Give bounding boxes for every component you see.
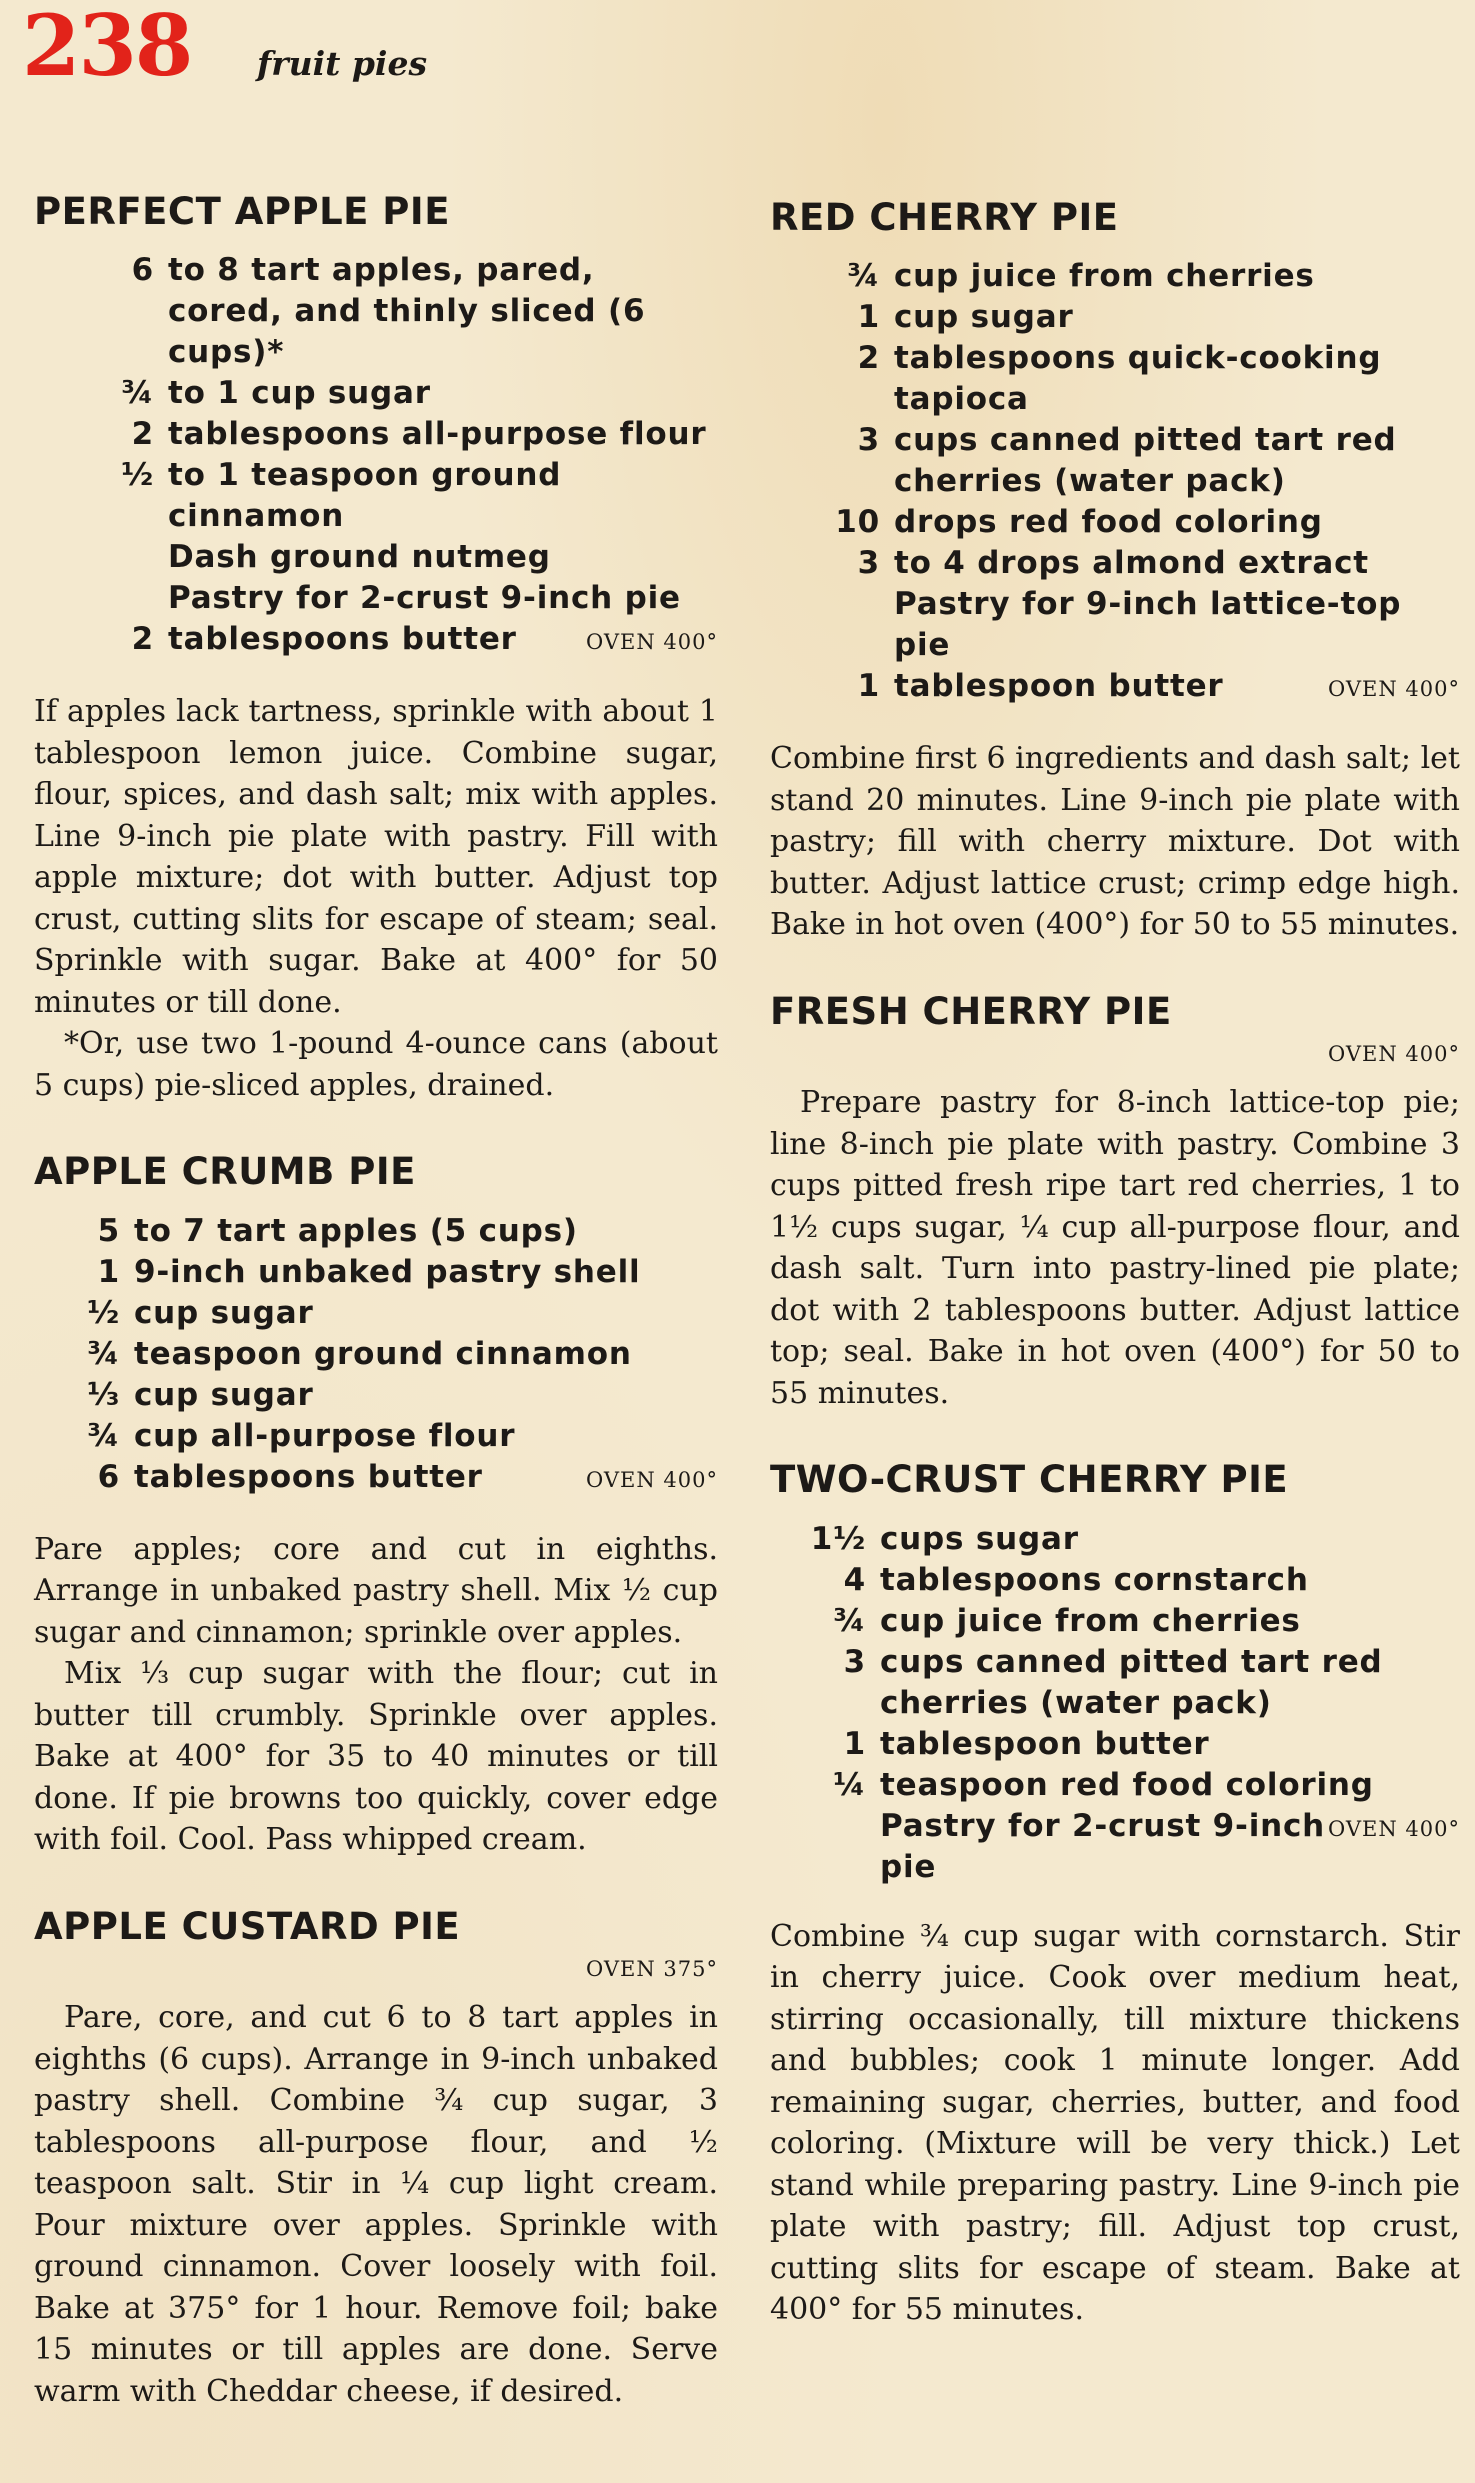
ingredient: 5 to 7 tart apples (5 cups) [97, 1212, 578, 1249]
ingredient: ¾ cup juice from cherries [833, 1602, 1301, 1639]
ingredient: Dash ground nutmeg [168, 539, 551, 576]
ingredient: 3 cups canned pitted tart red cherries (water pack) [857, 422, 1397, 500]
right-column [770, 196, 1460, 2331]
recipe-directions: If apples lack tartness, sprinkle with about 1 tablespoon lemon juice. Combine sugar, flour, spices, and dash salt; mix with apples. Line 9-inch pie plate with pastry. Fill with apple mixture; dot with butter. Adjust top crust, cutting slits for escape of steam; seal. Sprinkle with sugar. Bake at 400° for 50 minutes or till done. [34, 694, 718, 1020]
recipe-directions: Pare, core, and cut 6 to 8 tart apples in eighths (6 cups). Arrange in 9-inch unbaked pastry shell. Combine ¾ cup sugar, 3 tablespoons all-purpose flour, and ½ teaspoon salt. Stir in ¼ cup light cream. Pour mixture over apples. Sprinkle with ground cinnamon. Cover loosely with foil. Bake at 375° for 1 hour. Remove foil; bake 15 minutes or till apples are done. Serve warm with Cheddar cheese, if desired. [34, 2000, 718, 2409]
recipe-title: PERFECT APPLE PIE [34, 190, 450, 233]
ingredient-list [770, 1519, 1460, 1888]
recipe-title: APPLE CUSTARD PIE [34, 1904, 461, 1948]
ingredient: 1 cup sugar [857, 299, 1074, 336]
recipe-two-crust-cherry-pie [770, 1458, 1460, 2330]
oven-temperature: OVEN 400° [1328, 1816, 1460, 1841]
ingredient: 2 tablespoons butter OVEN 400° [34, 619, 718, 663]
recipe-title: FRESH CHERRY PIE [770, 989, 1172, 1033]
page-header [22, 0, 1452, 110]
ingredient: 2 tablespoons all-purpose flour [131, 416, 707, 453]
oven-temperature: OVEN 400° [586, 1467, 718, 1492]
recipe-fresh-cherry-pie [770, 990, 1460, 1414]
recipe-note: *Or, use two 1-pound 4-ounce cans (about 5 cups) pie-sliced apples, drained. [34, 1026, 718, 1103]
ingredient: 4 tablespoons cornstarch [843, 1561, 1309, 1598]
ingredient: 2 tablespoons quick-cooking tapioca [857, 340, 1382, 418]
recipe-directions: Combine ¾ cup sugar with cornstarch. Stir in cherry juice. Cook over medium heat, stirring occasionally, till mixture thickens and bubbles; cook 1 minute longer. Add remaining sugar, cherries, butter, and food coloring. (Mixture will be very thick.) Let stand while preparing pastry. Line 9-inch pie plate with pastry; fill. Adjust top crust, cutting slits for escape of steam. Bake at 400° for 55 minutes. [770, 1918, 1460, 2328]
ingredient: 10 drops red food coloring [835, 504, 1323, 541]
ingredient-list [34, 1211, 718, 1501]
recipe-directions: Pare apples; core and cut in eighths. Arrange in unbaked pastry shell. Mix ½ cup sugar and cinnamon; sprinkle over apples. [34, 1531, 718, 1650]
recipe-title: TWO-CRUST CHERRY PIE [770, 1458, 1289, 1502]
recipe-apple-crumb-pie [34, 1150, 718, 1860]
ingredient: 1 tablespoon butter OVEN 400° [770, 666, 1460, 710]
ingredient: Pastry for 2-crust 9-inch pie OVEN 400° [880, 1807, 1460, 1885]
ingredient: 3 cups canned pitted tart red cherries (water pack) [843, 1643, 1383, 1721]
recipe-directions: Combine first 6 ingredients and dash salt; let stand 20 minutes. Line 9-inch pie plate with pastry; fill with cherry mixture. Dot with butter. Adjust lattice crust; crimp edge high. Bake in hot oven (400°) for 50 to 55 minutes. [770, 741, 1460, 943]
ingredient: ½ cup sugar [87, 1294, 314, 1331]
recipe-title: APPLE CRUMB PIE [34, 1150, 416, 1194]
recipe-red-cherry-pie [770, 196, 1460, 946]
ingredient: ⅓ cup sugar [87, 1376, 314, 1413]
ingredient: ¼ teaspoon red food coloring [833, 1766, 1374, 1803]
recipe-apple-custard-pie [34, 1905, 718, 2412]
ingredient: 1 tablespoon butter [843, 1725, 1210, 1762]
oven-temperature: OVEN 400° [1328, 1042, 1460, 1067]
ingredient-list [770, 256, 1460, 710]
left-column [34, 190, 718, 2412]
ingredient: ¾ teaspoon ground cinnamon [87, 1335, 632, 1372]
oven-temperature: OVEN 400° [1328, 677, 1460, 702]
ingredient: 6 tablespoons butter OVEN 400° [34, 1457, 718, 1501]
ingredient: ¾ to 1 cup sugar [121, 375, 431, 412]
section-name: fruit pies [257, 44, 428, 83]
recipe-directions-continued: Mix ⅓ cup sugar with the flour; cut in butter till crumbly. Sprinkle over apples. Bake at 400° for 35 to 40 minutes or till done. If pie browns too quickly, cover edge with foil. Cool. Pass whipped cream. [34, 1656, 718, 1858]
ingredient: ½ to 1 teaspoon ground cinnamon [121, 457, 562, 535]
oven-temperature: OVEN 375° [586, 1957, 718, 1982]
recipe-perfect-apple-pie [34, 190, 718, 1106]
ingredient: Pastry for 9-inch lattice-top pie [894, 586, 1402, 664]
ingredient: ¾ cup juice from cherries [847, 258, 1315, 295]
ingredient: Pastry for 2-crust 9-inch pie [168, 580, 681, 617]
ingredient: 1 9-inch unbaked pastry shell [97, 1253, 641, 1290]
oven-temperature: OVEN 400° [586, 630, 718, 655]
recipe-directions: Prepare pastry for 8-inch lattice-top pie; line 8-inch pie plate with pastry. Combine 3 cups pitted fresh ripe tart red cherries, 1 to 1½ cups sugar, ¼ cup all-purpose flour, and dash salt. Turn into pastry-lined pie plate; dot with 2 tablespoons butter. Adjust lattice top; seal. Bake in hot oven (400°) for 50 to 55 minutes. [770, 1085, 1460, 1411]
ingredient: 6 to 8 tart apples, pared, cored, and thinly sliced (6 cups)* [131, 252, 646, 371]
ingredient: ¾ cup all-purpose flour [87, 1417, 516, 1454]
page-number: 238 [22, 0, 192, 95]
recipe-title: RED CHERRY PIE [770, 196, 1119, 239]
ingredient: 1½ cups sugar [810, 1520, 1079, 1557]
ingredient: 3 to 4 drops almond extract [857, 545, 1369, 582]
ingredient-list [34, 250, 718, 663]
